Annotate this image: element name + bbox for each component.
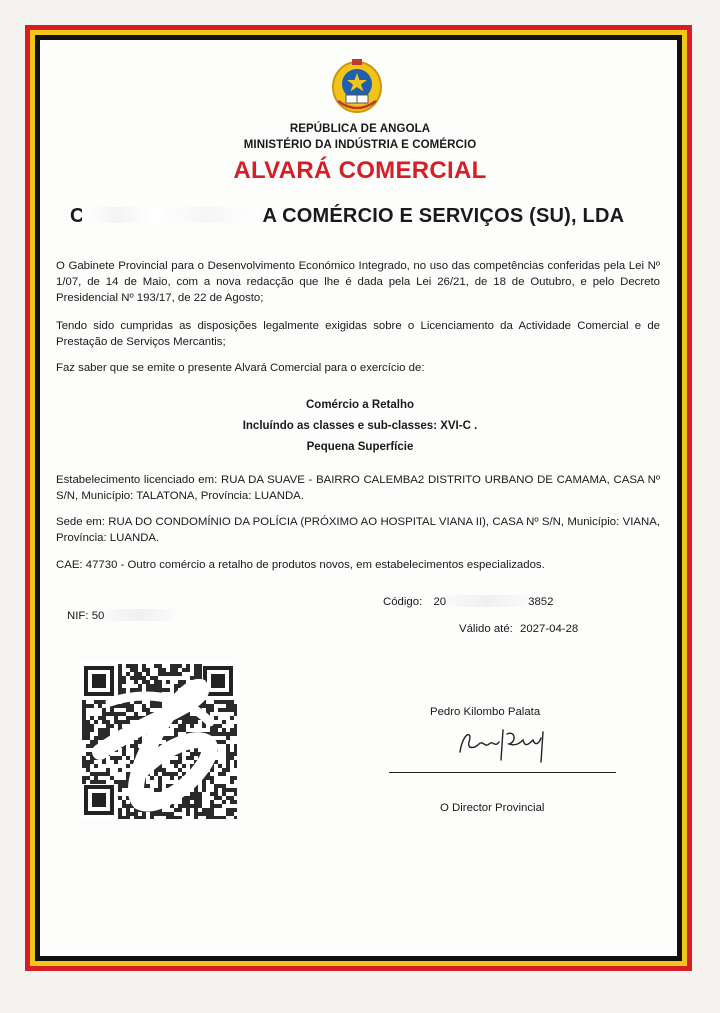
company-name-mid: A bbox=[262, 205, 277, 227]
document-title: ALVARÁ COMERCIAL bbox=[233, 157, 487, 184]
paragraph-competencies: O Gabinete Provincial para o Desenvolvimento Económico Integrado, no uso das competências conferidas pela Lei Nº 1/07, de 14 de Maio, com a nova redacção que lhe é dada pela Lei 26/21, de 18 de Outubro, e pelo Decreto Presidencial Nº 193/17, de 22 de Agosto; bbox=[56, 260, 660, 304]
paragraph-issuance: Faz saber que se emite o presente Alvará Comercial para o exercício de: bbox=[56, 362, 425, 374]
angola-emblem-icon bbox=[330, 57, 384, 115]
redacted-area bbox=[104, 609, 174, 621]
validity-label: Válido até: bbox=[459, 623, 513, 635]
classes-line: Incluíndo as classes e sub-classes: XVI-C . bbox=[242, 420, 478, 432]
nif-label: NIF: bbox=[67, 610, 89, 622]
qr-code bbox=[80, 662, 237, 819]
codigo-field bbox=[383, 595, 553, 608]
paragraph-requirements: Tendo sido cumpridas as disposições legalmente exigidas sobre o Licenciamento da Actividade Comercial e de Prestação de Serviços Mercantis; bbox=[56, 320, 660, 348]
company-name bbox=[70, 205, 670, 228]
signatory-title: O Director Provincial bbox=[440, 802, 545, 814]
handwritten-signature bbox=[455, 722, 555, 764]
validity-date: 2027-04-28 bbox=[520, 623, 579, 635]
country-heading: REPÚBLICA DE ANGOLA bbox=[289, 123, 431, 135]
codigo-value-start: 20 bbox=[433, 596, 447, 608]
activity-line: Comércio a Retalho bbox=[306, 399, 414, 411]
validity-field bbox=[459, 623, 578, 635]
codigo-label: Código: bbox=[383, 596, 423, 608]
redacted-area bbox=[446, 595, 528, 607]
codigo-value-end: 3852 bbox=[528, 596, 554, 608]
seat-address: Sede em: RUA DO CONDOMÍNIO DA POLÍCIA (PRÓXIMO AO HOSPITAL VIANA II), CASA Nº S/N, Município: VIANA, Província: LUANDA. bbox=[56, 516, 660, 544]
company-name-visible: COMÉRCIO E SERVIÇOS (SU), LDA bbox=[282, 205, 625, 227]
redacted-area bbox=[82, 207, 260, 223]
establishment-address: Estabelecimento licenciado em: RUA DA SUAVE - BAIRRO CALEMBA2 DISTRITO URBANO DE CAMAMA, CASA Nº S/N, Município: TALATONA, Província: LUANDA. bbox=[56, 474, 660, 502]
company-name-prefix: C bbox=[70, 205, 83, 227]
signatory-name: Pedro Kilombo Palata bbox=[430, 706, 541, 718]
ministry-heading: MINISTÉRIO DA INDÚSTRIA E COMÉRCIO bbox=[243, 139, 477, 151]
surface-line: Pequena Superfície bbox=[306, 441, 414, 453]
signature-line bbox=[389, 772, 616, 773]
nif-field bbox=[67, 609, 174, 622]
nif-value-start: 50 bbox=[91, 610, 105, 622]
cae-line: CAE: 47730 - Outro comércio a retalho de produtos novos, em estabelecimentos especializados. bbox=[56, 559, 545, 571]
